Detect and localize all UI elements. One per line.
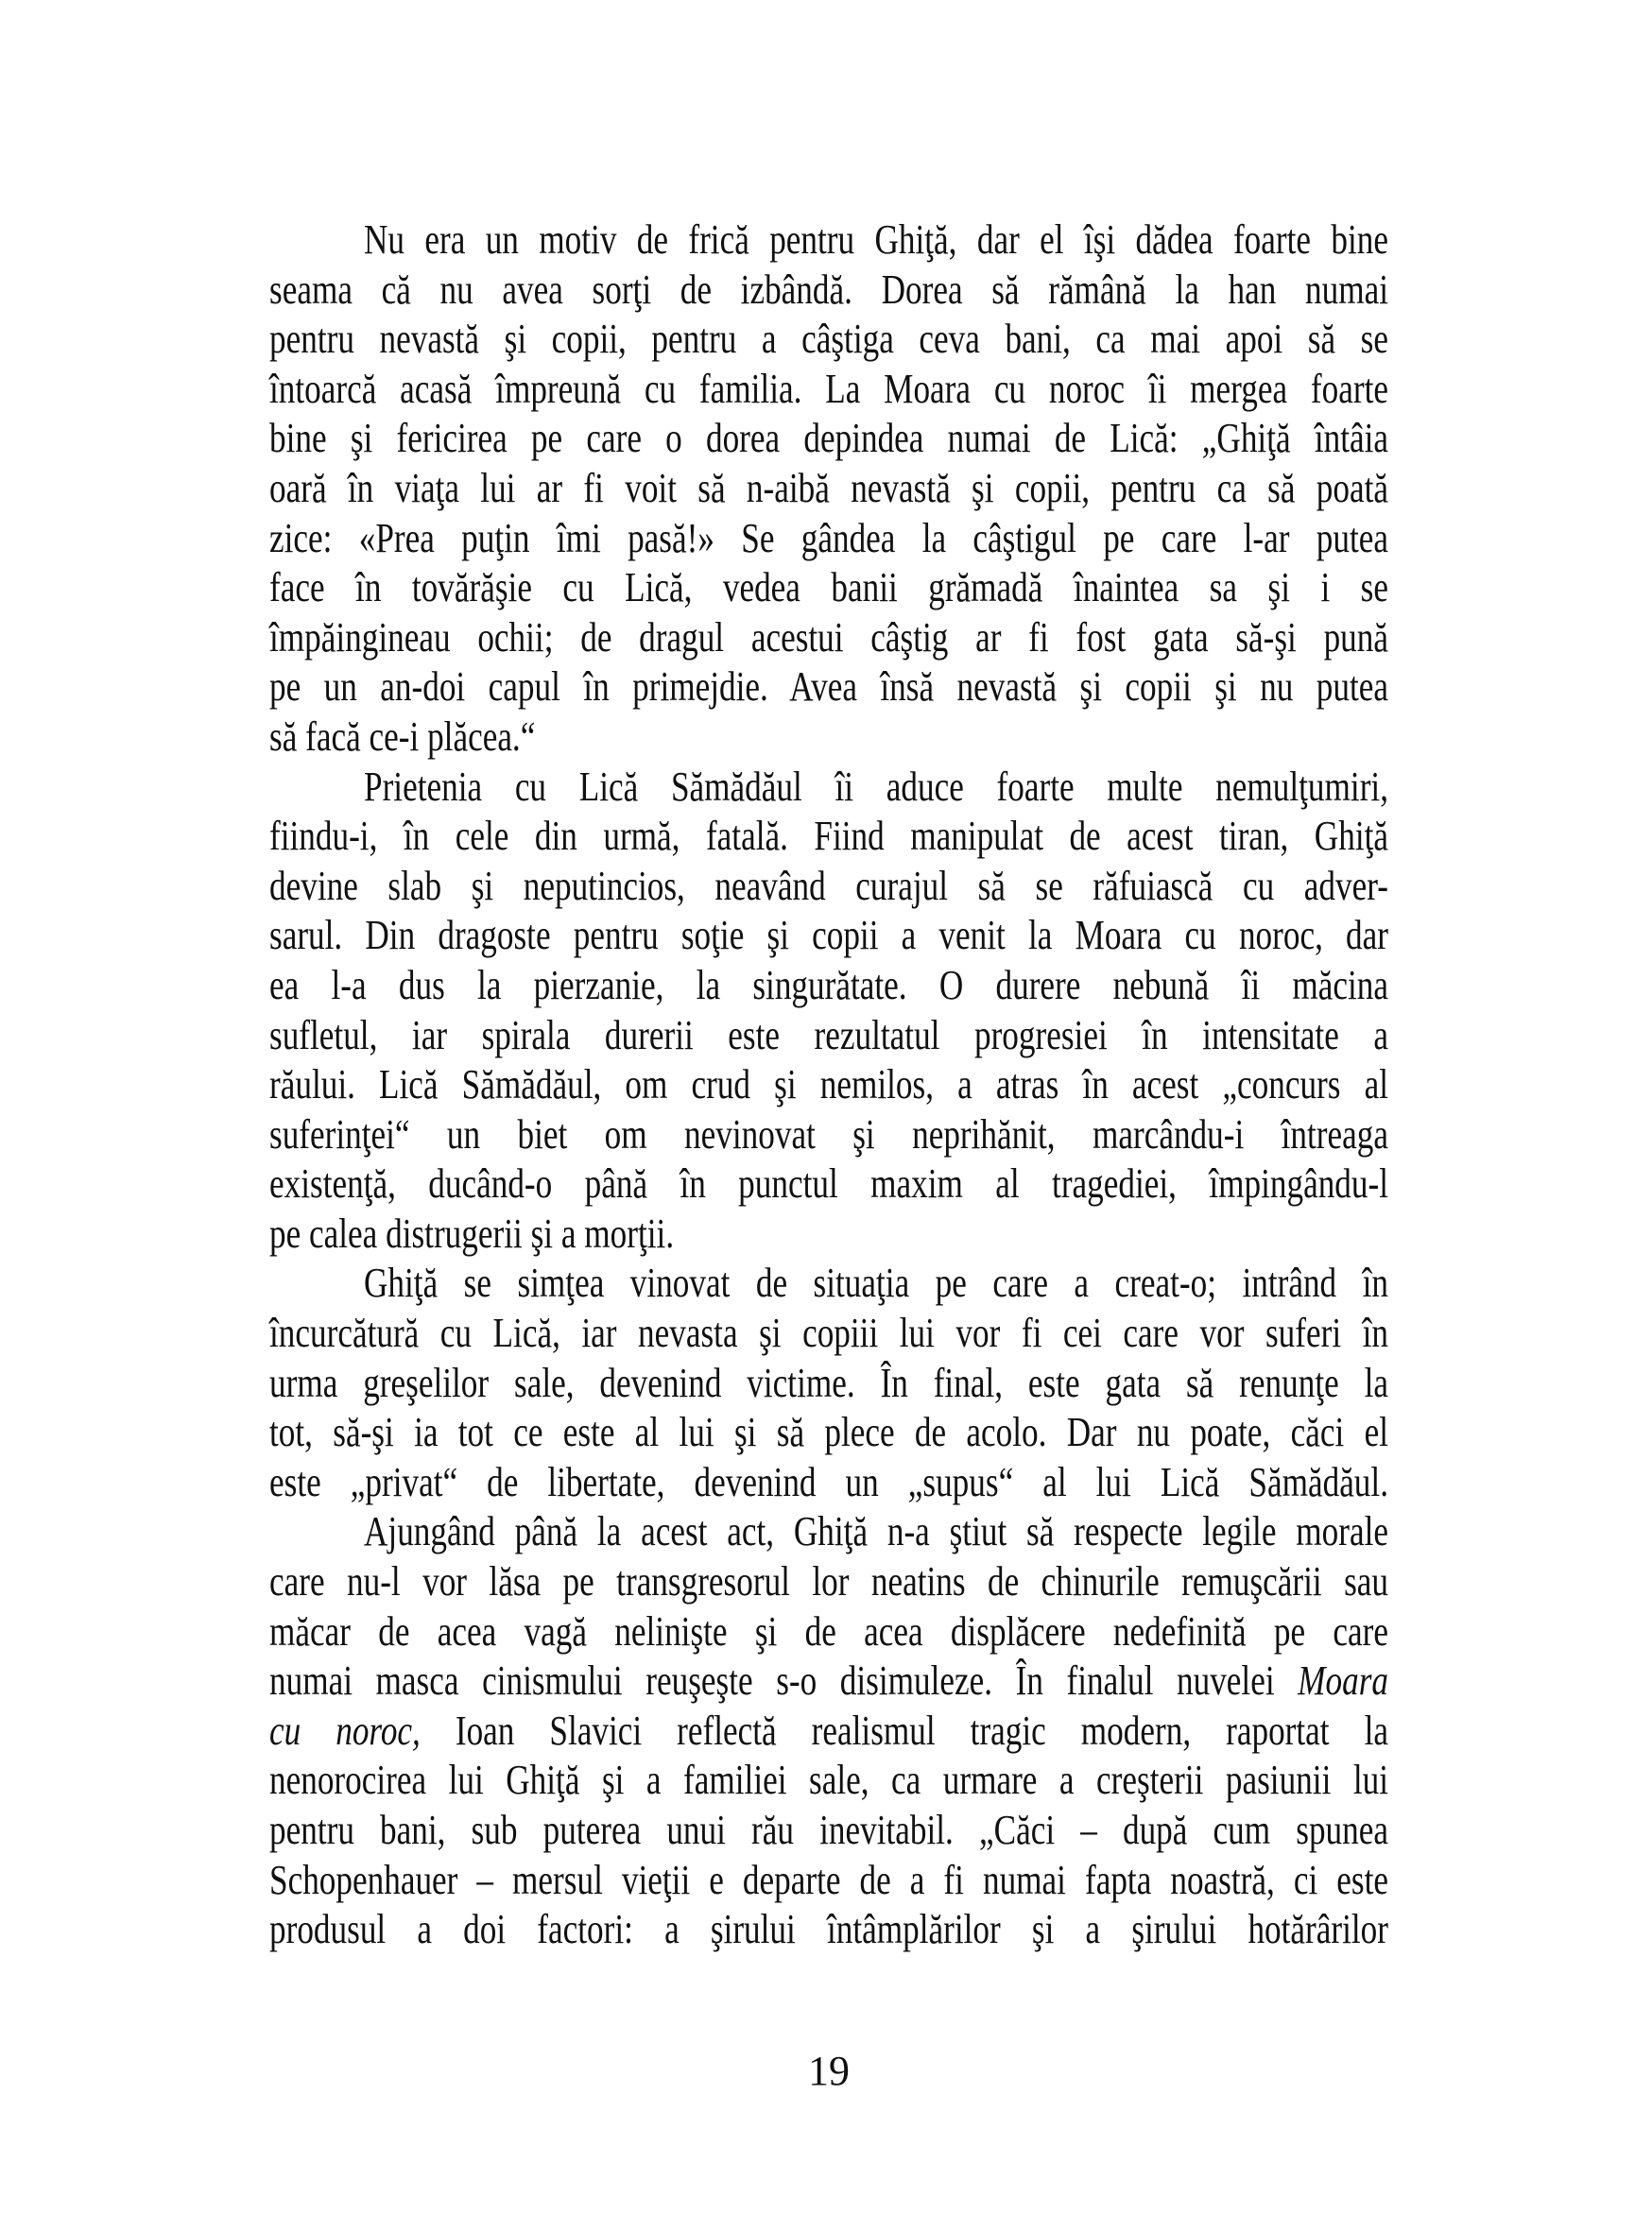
text-line bbox=[269, 613, 1388, 663]
text-line bbox=[269, 1408, 1388, 1458]
text-line bbox=[269, 1607, 1388, 1657]
text-segment: Ghiţă se simţea vinovat de situaţia pe care a creat-o; intrând în bbox=[364, 1260, 1388, 1307]
italic-text-segment: cu noroc, bbox=[269, 1707, 421, 1754]
italic-text-segment: Moara bbox=[1298, 1657, 1388, 1705]
text-segment: devine slab şi neputincios, neavând curajul să se răfuiască cu adver- bbox=[269, 862, 1388, 909]
text-line bbox=[269, 1507, 1388, 1557]
text-segment: pentru bani, sub puterea unui rău inevitabil. „Căci – după cum spunea bbox=[269, 1807, 1388, 1853]
text-line bbox=[269, 215, 1388, 266]
text-line bbox=[269, 862, 1388, 912]
text-segment: urma greşelilor sale, devenind victime. În final, este gata să renunţe la bbox=[269, 1359, 1388, 1406]
text-line bbox=[269, 464, 1388, 514]
text-line bbox=[269, 1806, 1388, 1856]
text-segment: zice: «Prea puţin îmi pasă!» Se gândea la câştigul pe care l-ar putea bbox=[269, 514, 1388, 561]
text-segment: suferinţei“ un biet om nevinovat şi neprihănit, marcându-i întreaga bbox=[269, 1110, 1388, 1158]
text-line bbox=[269, 1557, 1388, 1607]
text-line bbox=[269, 662, 1388, 713]
text-line bbox=[269, 713, 1388, 763]
text-segment: pe calea distrugerii şi a morţii. bbox=[269, 1210, 675, 1257]
text-line bbox=[269, 961, 1388, 1011]
text-segment: este „privat“ de libertate, devenind un „supus“ al lui Lică Sămădăul. bbox=[269, 1458, 1388, 1505]
page-number-row bbox=[269, 2047, 1388, 2097]
text-line bbox=[269, 1210, 1388, 1260]
text-segment: măcar de acea vagă nelinişte şi de acea displăcere nedefinită pe care bbox=[269, 1607, 1388, 1655]
page-text bbox=[269, 215, 1388, 1955]
text-line bbox=[269, 1657, 1388, 1707]
text-segment: răului. Lică Sămădăul, om crud şi nemilos, a atras în acest „concurs al bbox=[269, 1061, 1388, 1108]
text-segment: fiindu-i, în cele din urmă, fatală. Fiind manipulat de acest tiran, Ghiţă bbox=[269, 813, 1388, 860]
text-segment: pe un an-doi capul în primejdie. Avea însă nevastă şi copii şi nu putea bbox=[269, 663, 1388, 711]
text-line bbox=[269, 1707, 1388, 1757]
page-number: 19 bbox=[808, 2048, 850, 2094]
text-segment: pentru nevastă şi copii, pentru a câştiga ceva bani, ca mai apoi să se bbox=[269, 316, 1388, 363]
text-line bbox=[269, 911, 1388, 961]
text-line bbox=[269, 414, 1388, 464]
text-line bbox=[269, 315, 1388, 365]
text-segment: să facă ce-i plăcea.“ bbox=[269, 713, 536, 760]
text-segment: existenţă, ducând-o până în punctul maxim al tragediei, împingându-l bbox=[269, 1160, 1388, 1208]
text-segment: Schopenhauer – mersul vieţii e departe de a fi numai fapta noastră, ci este bbox=[269, 1856, 1388, 1903]
text-segment: Ajungând până la acest act, Ghiţă n-a ştiut să respecte legile morale bbox=[364, 1508, 1388, 1555]
text-line bbox=[269, 1905, 1388, 1955]
text-segment: sufletul, iar spirala durerii este rezultatul progresiei în intensitate a bbox=[269, 1011, 1388, 1058]
text-segment: întoarcă acasă împreună cu familia. La Moara cu noroc îi mergea foarte bbox=[269, 365, 1388, 412]
text-line bbox=[269, 1458, 1388, 1508]
text-line bbox=[269, 365, 1388, 415]
text-segment: Prietenia cu Lică Sămădăul îi aduce foarte multe nemulţumiri, bbox=[364, 763, 1388, 810]
text-segment: nenorocirea lui Ghiţă şi a familiei sale, ca urmare a creşterii pasiunii lui bbox=[269, 1757, 1388, 1804]
text-line bbox=[269, 1259, 1388, 1309]
text-segment: oară în viaţa lui ar fi voit să n-aibă nevastă şi copii, pentru ca să poată bbox=[269, 464, 1388, 511]
text-line bbox=[269, 1060, 1388, 1110]
text-line bbox=[269, 1110, 1388, 1160]
text-line bbox=[269, 514, 1388, 564]
text-segment: seama că nu avea sorţi de izbândă. Dorea să rămână la han numai bbox=[269, 266, 1388, 313]
text-line bbox=[269, 1359, 1388, 1409]
text-segment: sarul. Din dragoste pentru soţie şi copii a venit la Moara cu noroc, dar bbox=[269, 912, 1388, 959]
text-line bbox=[269, 763, 1388, 813]
text-segment: Nu era un motiv de frică pentru Ghiţă, dar el îşi dădea foarte bine bbox=[364, 216, 1388, 263]
text-line bbox=[269, 1756, 1388, 1806]
text-segment: bine şi fericirea pe care o dorea depindea numai de Lică: „Ghiţă întâia bbox=[269, 415, 1388, 462]
text-segment: împăingineau ochii; de dragul acestui câştig ar fi fost gata să-şi pună bbox=[269, 613, 1388, 661]
text-line bbox=[269, 1011, 1388, 1061]
text-segment: numai masca cinismului reuşeşte s-o disimuleze. În finalul nuvelei bbox=[269, 1657, 1299, 1705]
text-segment: tot, să-şi ia tot ce este al lui şi să plece de acolo. Dar nu poate, căci el bbox=[269, 1409, 1388, 1456]
text-segment: Ioan Slavici reflectă realismul tragic modern, raportat la bbox=[420, 1707, 1389, 1754]
text-line bbox=[269, 1856, 1388, 1906]
text-segment: încurcătură cu Lică, iar nevasta şi copiii lui vor fi cei care vor suferi în bbox=[269, 1310, 1388, 1357]
text-line bbox=[269, 1309, 1388, 1359]
text-segment: care nu-l vor lăsa pe transgresorul lor neatins de chinurile remuşcării sau bbox=[269, 1558, 1388, 1605]
text-line bbox=[269, 266, 1388, 316]
text-segment: produsul a doi factori: a şirului întâmplărilor şi a şirului hotărârilor bbox=[269, 1906, 1388, 1953]
text-line bbox=[269, 1159, 1388, 1210]
text-line bbox=[269, 812, 1388, 862]
text-line bbox=[269, 563, 1388, 613]
text-segment: ea l-a dus la pierzanie, la singurătate. O durere nebună îi măcina bbox=[269, 961, 1388, 1008]
text-segment: face în tovărăşie cu Lică, vedea banii grămadă înaintea sa şi i se bbox=[269, 564, 1388, 611]
